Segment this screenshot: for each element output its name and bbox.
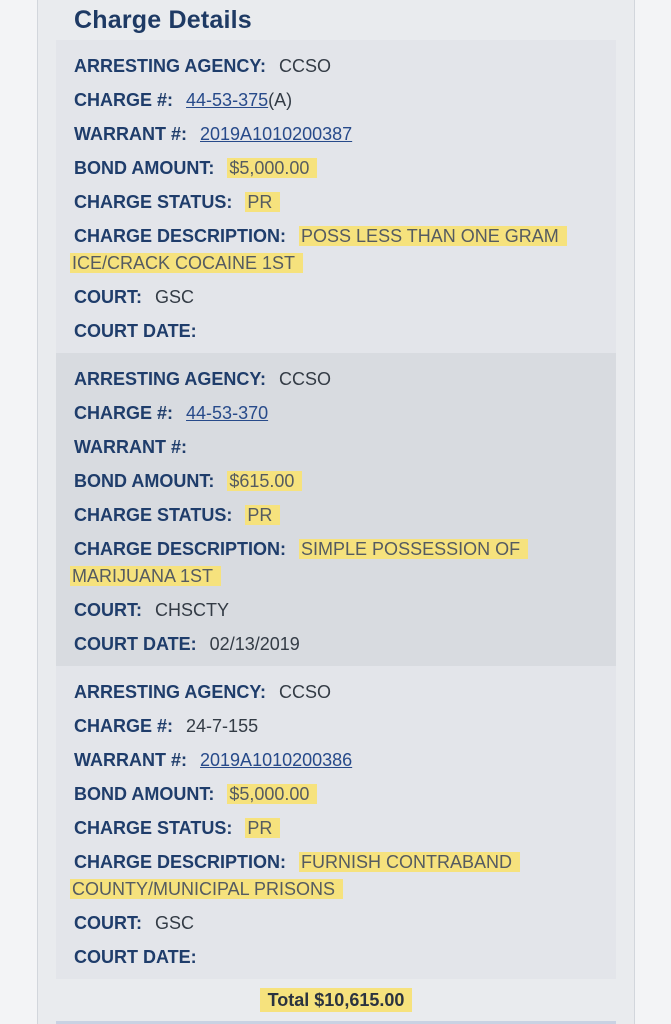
court-date-row	[74, 630, 300, 658]
warrant-label: WARRANT #:	[74, 437, 187, 457]
charge-number-label: CHARGE #:	[74, 716, 174, 736]
status-label: CHARGE STATUS:	[74, 192, 233, 212]
court-date-value: 02/13/2019	[209, 634, 300, 654]
agency-value: CCSO	[279, 682, 332, 702]
bond-label: BOND AMOUNT:	[74, 784, 215, 804]
agency-value: CCSO	[279, 369, 332, 389]
court-date-row	[74, 317, 205, 345]
charge-number-row	[74, 712, 258, 740]
agency-label: ARRESTING AGENCY:	[74, 682, 267, 702]
warrant-link[interactable]: 2019A1010200387	[200, 124, 353, 144]
bond-value: $5,000.00	[227, 784, 317, 804]
warrant-row	[74, 433, 195, 461]
description-line-1: POSS LESS THAN ONE GRAM	[299, 226, 567, 246]
agency-row	[74, 52, 331, 80]
charge-card	[56, 666, 616, 979]
description-label: CHARGE DESCRIPTION:	[74, 226, 287, 246]
status-row	[74, 814, 280, 842]
description-label: CHARGE DESCRIPTION:	[74, 539, 287, 559]
bond-label: BOND AMOUNT:	[74, 471, 215, 491]
description-row	[74, 222, 567, 250]
status-row	[74, 188, 280, 216]
charge-number-link[interactable]: 44-53-370	[186, 403, 269, 423]
charge-number-suffix: (A)	[268, 90, 293, 110]
description-line-1: SIMPLE POSSESSION OF	[299, 539, 528, 559]
bond-label: BOND AMOUNT:	[74, 158, 215, 178]
court-date-label: COURT DATE:	[74, 321, 197, 341]
court-row	[74, 596, 229, 624]
description-continuation	[70, 249, 303, 277]
warrant-label: WARRANT #:	[74, 750, 187, 770]
section-title: Charge Details	[74, 6, 252, 34]
charge-number-row	[74, 86, 292, 114]
agency-row	[74, 678, 331, 706]
description-line-2: ICE/CRACK COCAINE 1ST	[70, 253, 303, 273]
charge-number-label: CHARGE #:	[74, 90, 174, 110]
description-line-2: COUNTY/MUNICIPAL PRISONS	[70, 879, 343, 899]
status-row	[74, 501, 280, 529]
court-date-label: COURT DATE:	[74, 634, 197, 654]
total-amount: Total $10,615.00	[260, 988, 413, 1012]
bond-row	[74, 154, 317, 182]
charge-number-row	[74, 399, 268, 427]
agency-label: ARRESTING AGENCY:	[74, 56, 267, 76]
court-row	[74, 283, 194, 311]
charge-number-link[interactable]: 44-53-375	[186, 90, 269, 110]
bond-value: $5,000.00	[227, 158, 317, 178]
description-continuation	[70, 562, 221, 590]
status-value: PR	[245, 192, 280, 212]
charge-card	[56, 40, 616, 353]
charge-number-label: CHARGE #:	[74, 403, 174, 423]
court-label: COURT:	[74, 600, 142, 620]
bond-value: $615.00	[227, 471, 302, 491]
status-value: PR	[245, 505, 280, 525]
court-date-label: COURT DATE:	[74, 947, 197, 967]
court-value: GSC	[155, 287, 195, 307]
court-label: COURT:	[74, 913, 142, 933]
warrant-row	[74, 120, 352, 148]
court-row	[74, 909, 194, 937]
agency-row	[74, 365, 331, 393]
warrant-label: WARRANT #:	[74, 124, 187, 144]
bond-row	[74, 467, 302, 495]
charge-card	[56, 353, 616, 666]
status-label: CHARGE STATUS:	[74, 818, 233, 838]
description-continuation	[70, 875, 343, 903]
total-bar	[56, 980, 616, 1024]
description-row	[74, 848, 520, 876]
court-value: GSC	[155, 913, 195, 933]
court-date-row	[74, 943, 205, 971]
bond-row	[74, 780, 317, 808]
charge-number-value: 24-7-155	[186, 716, 259, 736]
description-label: CHARGE DESCRIPTION:	[74, 852, 287, 872]
agency-label: ARRESTING AGENCY:	[74, 369, 267, 389]
description-line-2: MARIJUANA 1ST	[70, 566, 221, 586]
description-line-1: FURNISH CONTRABAND	[299, 852, 520, 872]
description-row	[74, 535, 528, 563]
status-label: CHARGE STATUS:	[74, 505, 233, 525]
warrant-row	[74, 746, 352, 774]
court-label: COURT:	[74, 287, 142, 307]
warrant-link[interactable]: 2019A1010200386	[200, 750, 353, 770]
court-value: CHSCTY	[155, 600, 230, 620]
agency-value: CCSO	[279, 56, 332, 76]
status-value: PR	[245, 818, 280, 838]
